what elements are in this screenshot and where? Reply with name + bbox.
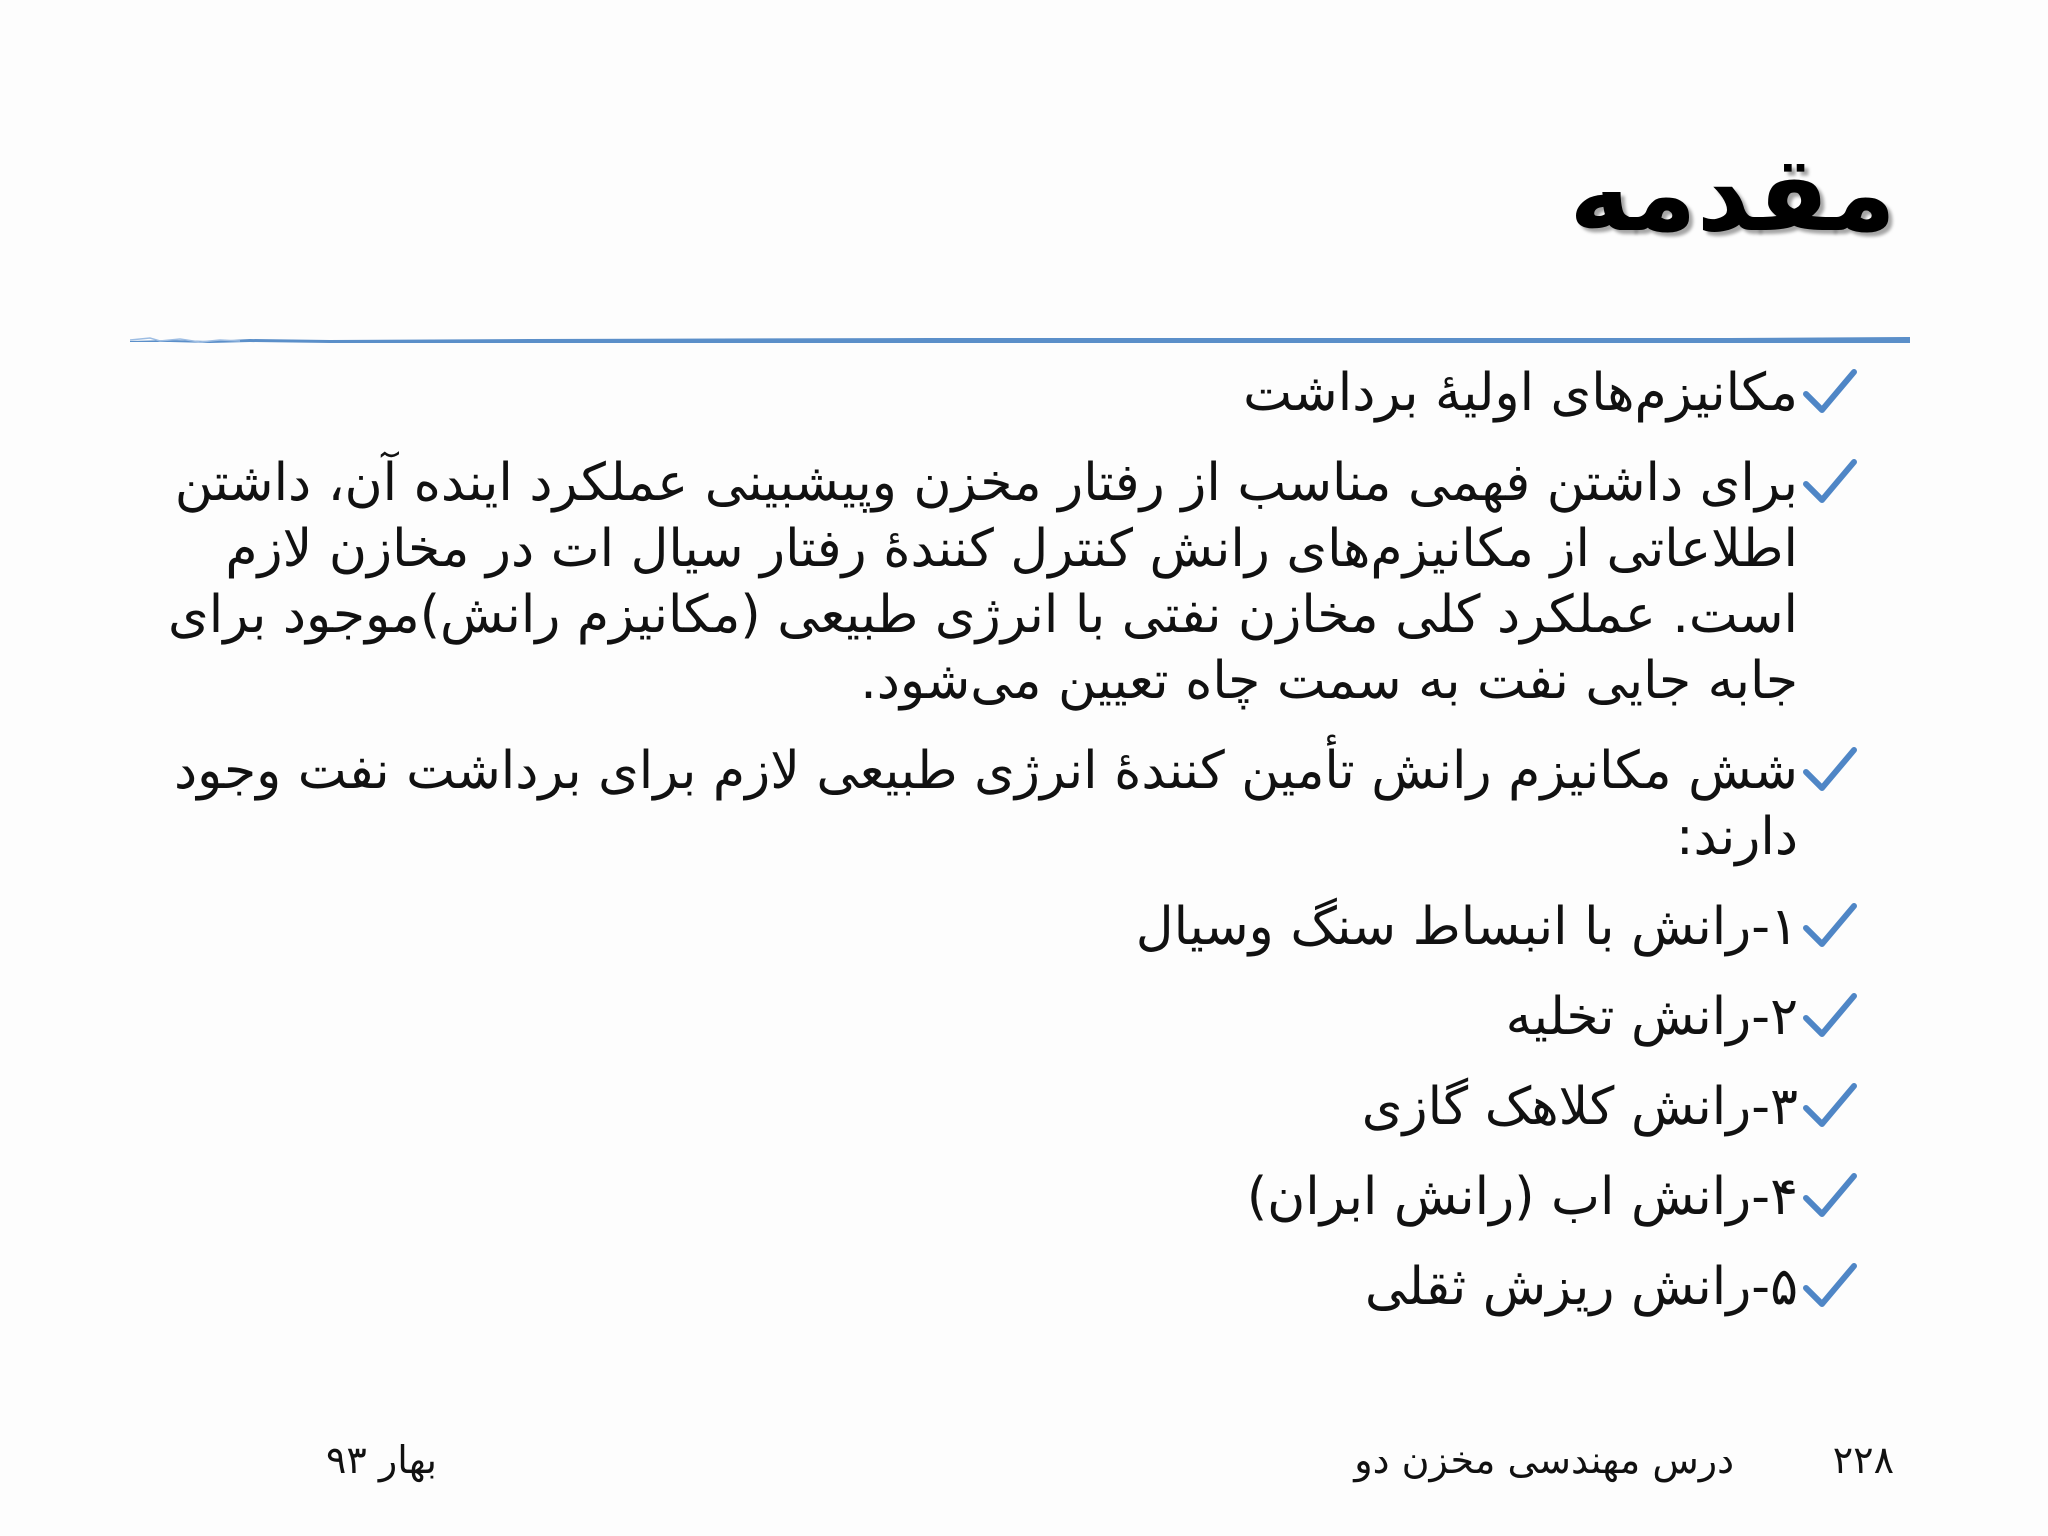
bullet-text: شش مکانیزم رانش تأمین کنندهٔ انرژی طبیعی لازم برای برداشت نفت وجود دارند: (173, 741, 1798, 867)
slide-title: مقدمه (1569, 133, 1896, 255)
bullet-item (118, 738, 1798, 870)
bullet-item (118, 1254, 1798, 1320)
bullet-item (118, 1164, 1798, 1230)
bullet-text: ۲-رانش تخلیه (1505, 987, 1798, 1047)
checkmark-icon (1800, 454, 1860, 510)
bullet-item (118, 360, 1798, 426)
bullet-text: ۳-رانش کلاهک گازی (1361, 1077, 1798, 1137)
bullet-text: برای داشتن فهمی مناسب از رفتار مخزن وپیشبینی عملکرد اینده آن، داشتن اطلاعاتی از مکانیزم‌های رانش کنترل کنندهٔ رفتار سیال ات در مخازن لازم است. عملکرد کلی مخازن نفتی با انرژی طبیعی (مکانیزم رانش)موجود برای جابه جایی نفت به سمت چاه تعیین می‌شود. (168, 453, 1798, 711)
bullet-text: ۵-رانش ریزش ثقلی (1364, 1257, 1798, 1317)
bullet-item (118, 984, 1798, 1050)
bullet-item (118, 450, 1798, 714)
bullet-list (118, 360, 1798, 1344)
checkmark-icon (1800, 1258, 1860, 1314)
bullet-text: مکانیزم‌های اولیهٔ برداشت (1243, 363, 1798, 423)
checkmark-icon (1800, 1078, 1860, 1134)
term-label: بهار ۹۳ (326, 1438, 437, 1482)
checkmark-icon (1800, 742, 1860, 798)
checkmark-icon (1800, 988, 1860, 1044)
title-divider (130, 334, 1910, 346)
checkmark-icon (1800, 898, 1860, 954)
bullet-text: ۴-رانش اب (رانش ابران) (1246, 1167, 1798, 1227)
bullet-item (118, 1074, 1798, 1140)
bullet-item (118, 894, 1798, 960)
course-name: درس مهندسی مخزن دو (1354, 1438, 1734, 1482)
checkmark-icon (1800, 364, 1860, 420)
bullet-text: ۱-رانش با انبساط سنگ وسیال (1135, 897, 1798, 957)
checkmark-icon (1800, 1168, 1860, 1224)
page-number: ۲۲۸ (1832, 1438, 1894, 1482)
